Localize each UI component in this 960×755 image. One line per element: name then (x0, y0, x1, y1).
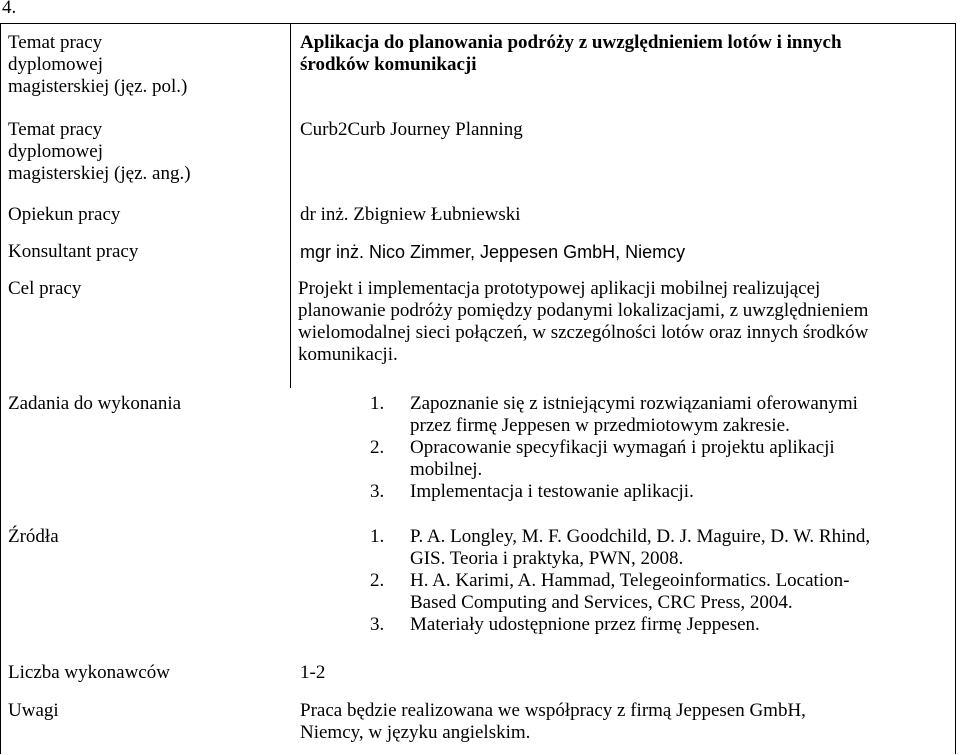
value-title-pl (300, 32, 842, 76)
label-title-pl (8, 32, 187, 98)
value-line: komunikacji. (298, 344, 398, 365)
list-line: Opracowanie specyfikacji wymagań i projektu aplikacji (410, 437, 835, 458)
label-line: magisterskiej (jęz. ang.) (8, 163, 191, 184)
label-supervisor: Opiekun pracy (8, 204, 121, 225)
list-line: Zapoznanie się z istniejącymi rozwiązaniami oferowanymi (410, 393, 858, 414)
list-item (370, 614, 870, 636)
list-line: H. A. Karimi, A. Hammad, Telegeoinformatics. Location- (410, 570, 850, 591)
value-line: Aplikacja do planowania podróży z uwzględnieniem lotów i innych (300, 32, 842, 53)
list-line: przez firmę Jeppesen w przedmiotowym zakresie. (410, 415, 790, 436)
label-consultant: Konsultant pracy (8, 241, 139, 262)
value-line: środków komunikacji (300, 54, 477, 75)
list-number: 2. (370, 437, 385, 458)
list-line: Materiały udostępnione przez firmę Jeppesen. (410, 614, 760, 635)
label-line: dyplomowej (8, 141, 103, 162)
section-number: 4. (2, 0, 17, 18)
list-line: Implementacja i testowanie aplikacji. (410, 481, 694, 502)
list-number: 1. (370, 393, 385, 414)
label-tasks: Zadania do wykonania (8, 393, 182, 414)
label-remarks: Uwagi (8, 700, 59, 721)
list-line: Based Computing and Services, CRC Press, 2004. (410, 592, 793, 613)
list-number: 1. (370, 526, 385, 547)
value-consultant: mgr inż. Nico Zimmer, Jeppesen GmbH, Niemcy (300, 242, 686, 262)
list-number: 2. (370, 570, 385, 591)
list-item (370, 393, 858, 437)
label-title-en (8, 119, 191, 185)
value-line: Projekt i implementacja prototypowej aplikacji mobilnej realizującej (298, 278, 821, 299)
value-contractors: 1-2 (300, 662, 326, 683)
column-divider (290, 23, 291, 388)
list-item (370, 570, 870, 614)
list-item (370, 526, 870, 570)
list-number: 3. (370, 481, 385, 502)
list-item (370, 437, 858, 481)
list-line: GIS. Teoria i praktyka, PWN, 2008. (410, 548, 684, 569)
sources-list (370, 526, 870, 636)
value-line: planowanie podróży pomiędzy podanymi lokalizacjami, z uwzględnieniem (298, 300, 869, 321)
list-item (370, 481, 858, 503)
value-title-en: Curb2Curb Journey Planning (300, 119, 523, 140)
value-line: Niemcy, w języku angielskim. (300, 722, 531, 743)
label-line: Temat pracy (8, 119, 103, 140)
value-supervisor: dr inż. Zbigniew Łubniewski (300, 204, 521, 225)
label-goal: Cel pracy (8, 278, 82, 299)
label-line: magisterskiej (jęz. pol.) (8, 76, 188, 97)
value-line: wielomodalnej sieci połączeń, w szczególności lotów oraz innych środków (298, 322, 869, 343)
value-line: Praca będzie realizowana we współpracy z firmą Jeppesen GmbH, (300, 700, 806, 721)
value-goal (298, 278, 868, 366)
list-number: 3. (370, 614, 385, 635)
list-line: P. A. Longley, M. F. Goodchild, D. J. Maguire, D. W. Rhind, (410, 526, 871, 547)
label-line: Temat pracy (8, 32, 103, 53)
label-sources: Źródła (8, 526, 59, 547)
label-line: dyplomowej (8, 54, 103, 75)
list-line: mobilnej. (410, 459, 483, 480)
label-contractors: Liczba wykonawców (8, 662, 170, 683)
tasks-list (370, 393, 858, 503)
value-remarks (300, 700, 806, 744)
